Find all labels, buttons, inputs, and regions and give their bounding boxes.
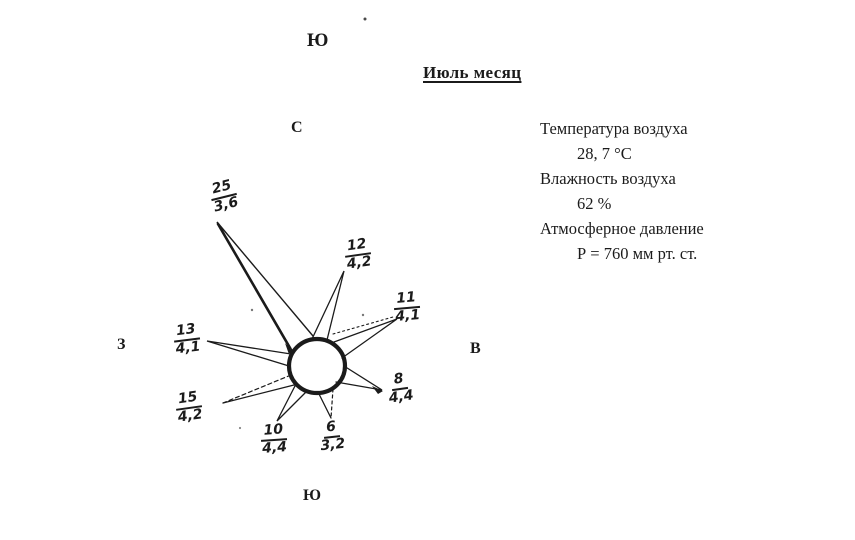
ray-label-denominator: 4,1 [394,307,421,326]
ray-northwest-thick-edge [218,224,290,348]
ray-label-southwest [170,389,208,427]
temperature-label: Температура воздуха [540,119,688,138]
ray-label-numerator: 8 [390,371,408,391]
scan-speck [364,18,367,21]
ray-label-numerator: 12 [343,236,371,257]
ray-label-numerator: 25 [208,177,237,201]
ray-label-denominator: 4,2 [345,253,373,273]
scan-speck [251,309,253,311]
ray-label-denominator: 4,2 [176,406,204,426]
page-title: Июль месяц [423,63,522,82]
ray-label-numerator: 10 [260,422,287,442]
scan-speck [239,427,241,429]
pressure-label: Атмосферное давление [540,219,704,238]
ray-label-denominator: 4,1 [174,338,202,358]
ray-label-south [256,422,292,458]
ray-southwest [223,385,294,403]
ray-northwest [217,222,313,352]
ray-west [207,341,291,366]
compass-south-label: Ю [303,487,322,504]
ray-label-denominator: 4,4 [261,439,288,457]
rose-center-circle [289,339,345,393]
ray-north [312,271,344,340]
ray-label-north [339,236,377,274]
ray-label-numerator: 13 [172,322,200,343]
pressure-value: Р = 760 мм рт. ст. [577,244,698,263]
ray-label-denominator: 3,2 [319,435,347,455]
ray-label-west [168,321,206,358]
ray-southeast [318,392,331,418]
ray-label-numerator: 11 [393,290,420,310]
humidity-label: Влажность воздуха [540,169,676,188]
weather-panel [540,116,704,266]
ray-label-southeast [313,418,350,455]
ray-label-numerator: 15 [174,389,202,410]
scan-speck [362,314,364,316]
humidity-value: 62 % [577,194,612,213]
ray-label-denominator: 3,6 [212,194,241,216]
stray-south-label: Ю [307,30,329,51]
ray-label-northeast [389,290,426,326]
ray-northwest-arrowhead [285,343,294,353]
compass-north-label: С [291,119,303,136]
temperature-value: 28, 7 °C [577,144,632,163]
ray-label-east [381,370,419,408]
ray-label-denominator: 4,4 [387,387,415,407]
ray-label-numerator: 6 [322,419,340,439]
compass-east-label: В [470,340,481,357]
compass-west-label: З [117,336,126,353]
ray-southeast-dashed-edge [331,389,333,418]
